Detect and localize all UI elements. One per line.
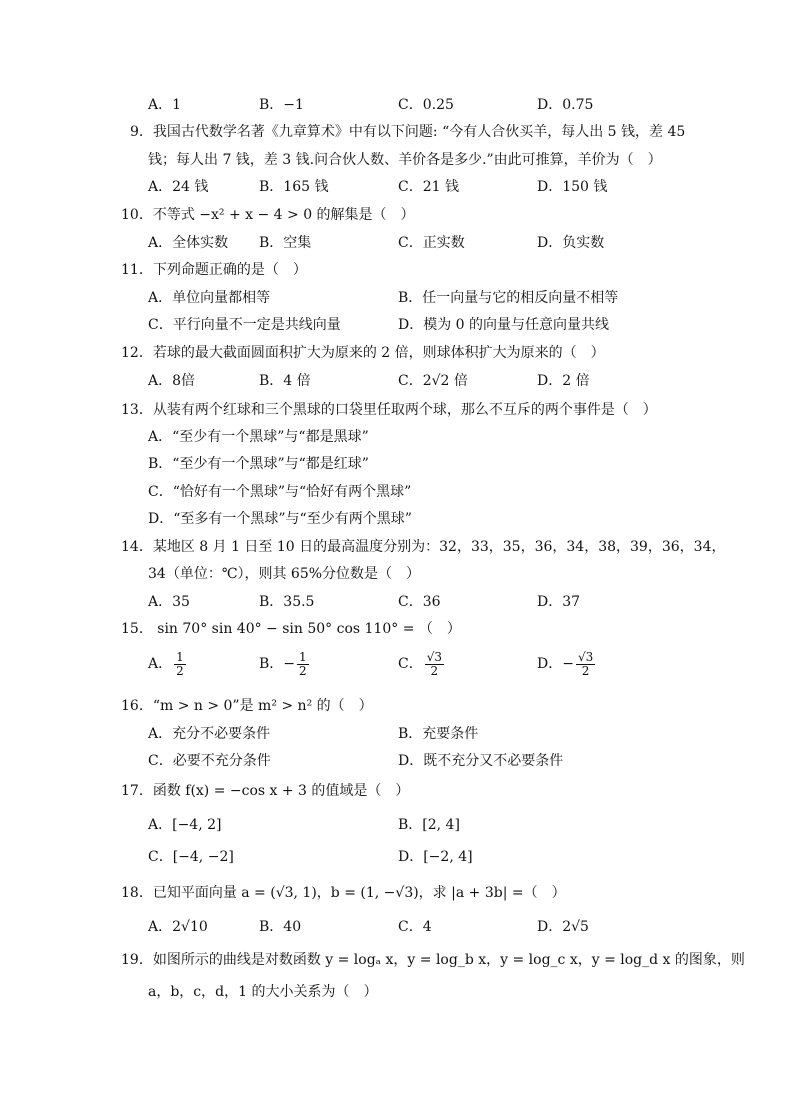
q16-stem: 16．“m > n > 0”是 m² > n² 的（ ）: [121, 698, 373, 714]
q8-option-d: D．0.75: [537, 97, 594, 113]
q19-stem-line1: 19．如图所示的曲线是对数函数 y = logₐ x，y = log_b x，y = log_c x，y = log_d x 的图象，则: [121, 952, 745, 968]
q11-option-b: B．任一向量与它的相反向量不相等: [398, 290, 619, 306]
q8-option-a: A．1: [148, 97, 182, 113]
q18-option-a: A．2√10: [148, 919, 208, 935]
q15-option-c-numerator: √3: [426, 649, 442, 664]
q12-stem: 12．若球的最大截面圆面积扩大为原来的 2 倍，则球体积扩大为原来的（ ）: [121, 345, 605, 361]
q10-option-c: C．正实数: [398, 235, 465, 251]
q16-option-d: D．既不充分又不必要条件: [398, 753, 564, 769]
q13-stem: 13．从装有两个红球和三个黑球的口袋里任取两个球，那么不互斥的两个事件是（ ）: [121, 402, 657, 418]
q13-option-d: D．“至多有一个黑球”与“至少有两个黑球”: [148, 511, 412, 527]
q10-option-d: D．负实数: [537, 235, 605, 251]
q19-stem-line2: a，b，c，d，1 的大小关系为（ ）: [148, 984, 378, 1000]
q12-option-a: A．8倍: [148, 373, 196, 389]
q17-stem: 17．函数 f(x) = −cos x + 3 的值域是（ ）: [121, 783, 410, 799]
q18-option-d: D．2√5: [537, 919, 589, 935]
q15-stem: 15． sin 70° sin 40° − sin 50° cos 110° = （ ）: [121, 621, 461, 637]
q12-option-b: B．4 倍: [259, 373, 311, 389]
q9-stem-line2: 钱；每人出 7 钱，差 3 钱.问合伙人数、羊价各是多少.”由此可推算，羊价为（ ）: [148, 152, 662, 168]
q13-option-c: C．“恰好有一个黑球”与“恰好有两个黑球”: [148, 484, 412, 500]
q16-option-b: B．充要条件: [398, 726, 479, 742]
q15-option-d: [537, 650, 597, 678]
q15-option-b-denominator: 2: [299, 663, 307, 678]
q17-option-d: D．[−2, 4]: [398, 849, 473, 865]
q15-option-d-numerator: √3: [577, 649, 594, 664]
q15-option-b: [259, 650, 311, 678]
q13-option-b: B．“至少有一个黑球”与“都是红球”: [148, 456, 369, 472]
q12-option-d: D．2 倍: [537, 373, 590, 389]
q15-option-c-label: C．: [398, 656, 423, 672]
q14-option-a: A．35: [148, 594, 190, 610]
q15-option-a-label: A．: [148, 656, 173, 672]
q15-option-b-numerator: 1: [299, 649, 307, 664]
q14-option-b: B．35.5: [259, 594, 315, 610]
q18-option-b: B．40: [259, 919, 302, 935]
q10-option-a: A．全体实数: [148, 235, 229, 251]
q14-stem-line2: 34（单位：℃），则其 65%分位数是（ ）: [148, 566, 421, 582]
q11-option-c: C．平行向量不一定是共线向量: [148, 317, 341, 333]
q12-option-c: C．2√2 倍: [398, 373, 468, 389]
q16-option-a: A．充分不必要条件: [148, 726, 271, 742]
q9-option-d: D．150 钱: [537, 179, 608, 195]
q16-option-c: C．必要不充分条件: [148, 753, 271, 769]
q10-option-b: B．空集: [259, 235, 312, 251]
q9-option-a: A．24 钱: [148, 179, 209, 195]
q15-option-d-fraction: [576, 651, 595, 678]
q9-option-c: C．21 钱: [398, 179, 459, 195]
q13-option-a: A．“至少有一个黑球”与“都是黑球”: [148, 429, 369, 445]
q14-option-d: D．37: [537, 594, 581, 610]
q15-option-d-denominator: 2: [581, 663, 590, 678]
q14-option-c: C．36: [398, 594, 441, 610]
q8-option-b: B．−1: [259, 97, 304, 113]
q15-option-a-denominator: 2: [176, 663, 184, 678]
q11-stem: 11．下列命题正确的是（ ）: [121, 262, 307, 278]
q9-option-b: B．165 钱: [259, 179, 329, 195]
q15-option-a: [148, 650, 188, 678]
q10-stem: 10．不等式 −x² + x − 4 > 0 的解集是（ ）: [121, 207, 415, 223]
q18-stem: 18．已知平面向量 a = (√3, 1)，b = (1, −√3)，求 |a + 3b| =（ ）: [121, 885, 566, 901]
q17-option-a: A．[−4, 2]: [148, 817, 222, 833]
q15-option-a-numerator: 1: [176, 649, 184, 664]
q18-option-c: C．4: [398, 919, 432, 935]
q15-option-c: [398, 650, 446, 678]
q11-option-d: D．模为 0 的向量与任意向量共线: [398, 317, 610, 333]
q15-option-c-fraction: [425, 651, 444, 678]
q17-option-b: B．[2, 4]: [398, 817, 460, 833]
q8-option-c: C．0.25: [398, 97, 454, 113]
q15-option-b-fraction: [297, 651, 309, 678]
q9-stem-line1: 9．我国古代数学名著《九章算术》中有以下问题: “今有人合伙买羊，每人出 5 钱，差 45: [130, 124, 686, 140]
q15-option-a-fraction: [174, 651, 186, 678]
q14-stem-line1: 14．某地区 8 月 1 日至 10 日的最高温度分别为：32，33，35，36，34，38，39，36，34，: [121, 539, 726, 555]
q17-option-c: C．[−4, −2]: [148, 849, 234, 865]
q15-option-b-label: B．−: [259, 656, 296, 672]
q15-option-c-denominator: 2: [430, 663, 439, 678]
q11-option-a: A．单位向量都相等: [148, 290, 271, 306]
q15-option-d-label: D．−: [537, 656, 574, 672]
